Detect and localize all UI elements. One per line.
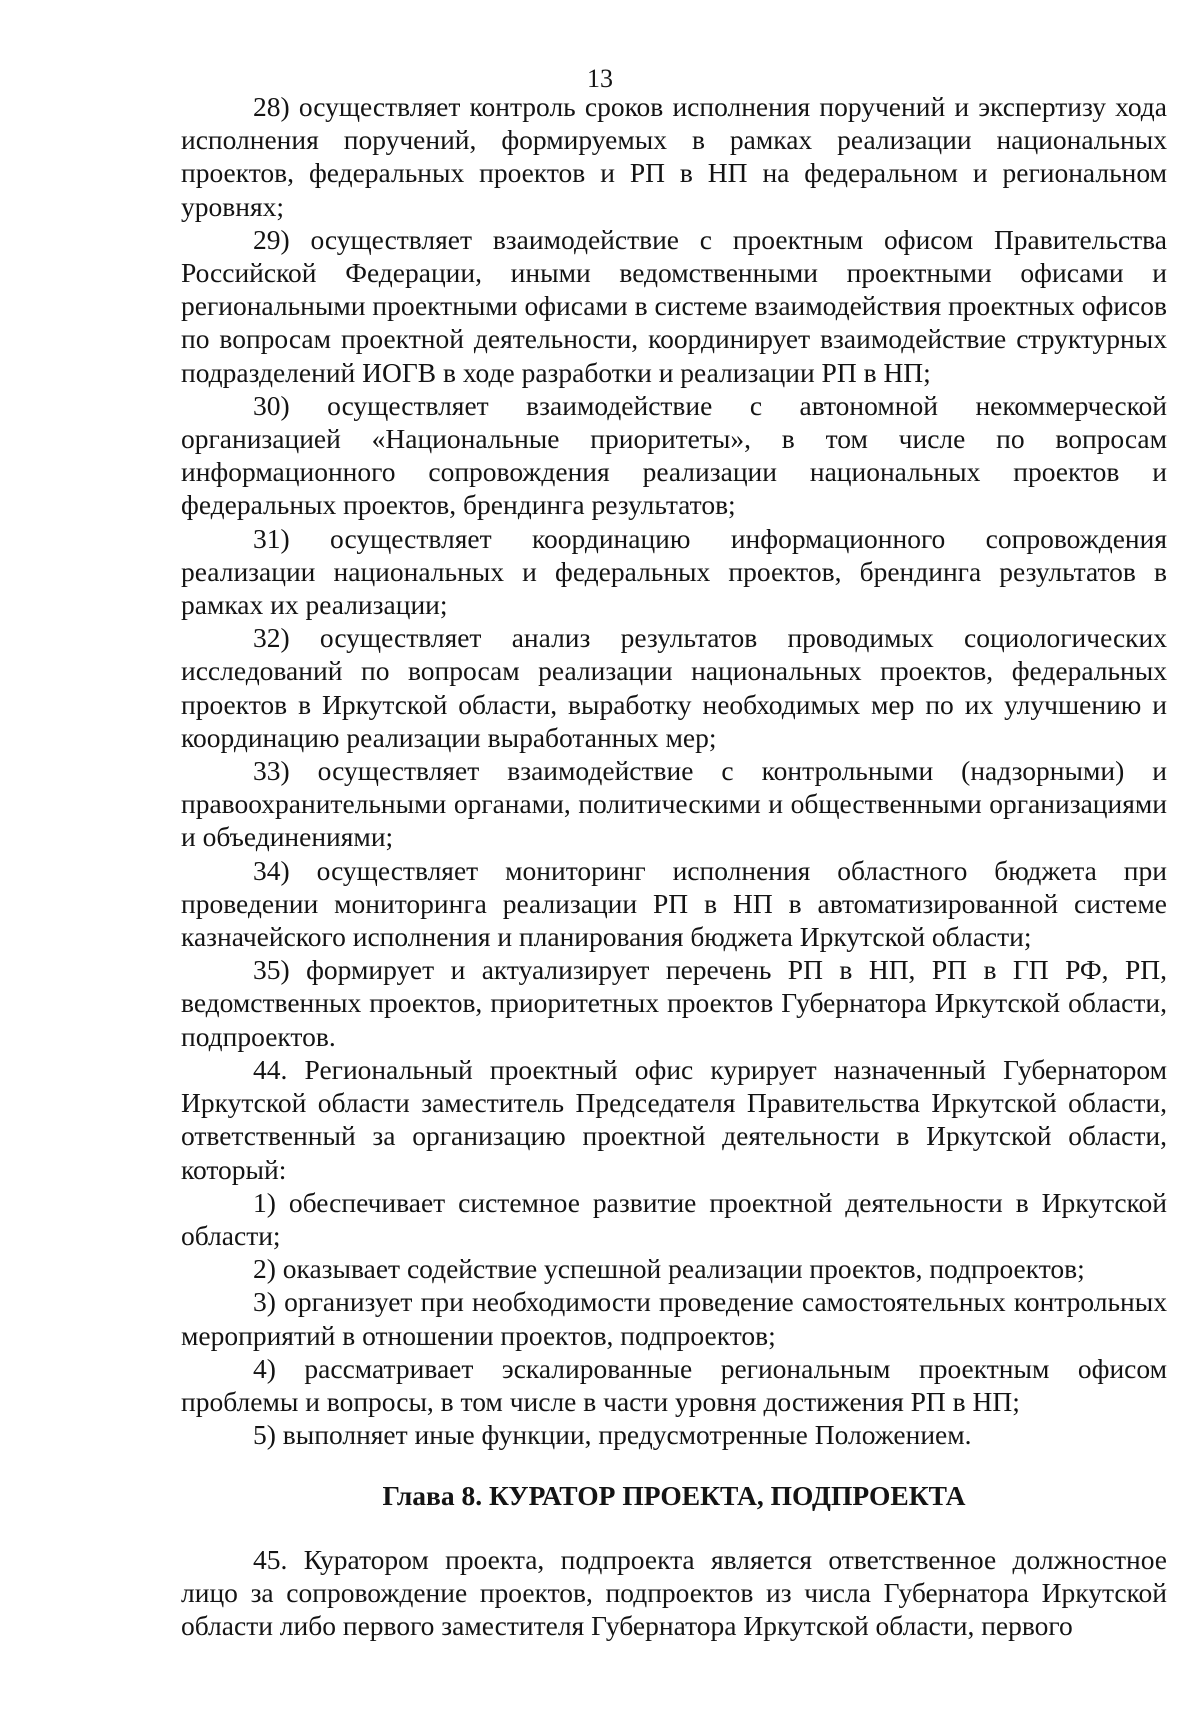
paragraph-item-29: 29) осуществляет взаимодействие с проектным офисом Правительства Российской Федерации, иными ведомственными проектными офисами и региональными проектными офисами в системе взаимодействия проектных офисов по вопросам проектной деятельности, координирует взаимодействие структурных подразделений ИОГВ в ходе разработки и реализации РП в НП; (181, 223, 1167, 388)
paragraph-subitem-3: 3) организует при необходимости проведение самостоятельных контрольных мероприятий в отношении проектов, подпроектов; (181, 1286, 1167, 1351)
paragraph-item-34: 34) осуществляет мониторинг исполнения областного бюджета при проведении мониторинга реализации РП в НП в автоматизированной системе казначейского исполнения и планирования бюджета Иркутской области; (181, 854, 1167, 953)
paragraph-subitem-1: 1) обеспечивает системное развитие проектной деятельности в Иркутской области; (181, 1186, 1167, 1251)
page-content (181, 90, 1167, 1642)
paragraph-subitem-5: 5) выполняет иные функции, предусмотренные Положением. (253, 1419, 972, 1451)
paragraph-item-33: 33) осуществляет взаимодействие с контрольными (надзорными) и правоохранительными органами, политическими и общественными организациями и объединениями; (181, 755, 1167, 853)
paragraph-item-35: 35) формирует и актуализирует перечень РП в НП, РП в ГП РФ, РП, ведомственных проектов, приоритетных проектов Губернатора Иркутской области, подпроектов. (181, 954, 1167, 1052)
paragraph-clause-44: 44. Региональный проектный офис курирует назначенный Губернатором Иркутской области заместитель Председателя Правительства Иркутской области, ответственный за организацию проектной деятельности в Иркутской области, который: (181, 1053, 1167, 1185)
paragraph-item-31: 31) осуществляет координацию информационного сопровождения реализации национальных и федеральных проектов, брендинга результатов в рамках их реализации; (181, 522, 1167, 621)
page-number: 13 (587, 64, 613, 93)
paragraph-item-30: 30) осуществляет взаимодействие с автономной некоммерческой организацией «Национальные приоритеты», в том числе по вопросам информационного сопровождения реализации национальных проектов и федеральных проектов, брендинга результатов; (181, 389, 1167, 521)
paragraph-item-28: 28) осуществляет контроль сроков исполнения поручений и экспертизу хода исполнения поручений, формируемых в рамках реализации национальных проектов, федеральных проектов и РП в НП на федеральном и региональном уровнях; (181, 91, 1167, 222)
paragraph-subitem-4: 4) рассматривает эскалированные региональным проектным офисом проблемы и вопросы, в том числе в части уровня достижения РП в НП; (181, 1352, 1167, 1417)
paragraph-item-32: 32) осуществляет анализ результатов проводимых социологических исследований по вопросам реализации национальных проектов, федеральных проектов в Иркутской области, выработку необходимых мер по их улучшению и координацию реализации выработанных мер; (181, 622, 1167, 753)
paragraph-clause-45: 45. Куратором проекта, подпроекта является ответственное должностное лицо за сопровождение проектов, подпроектов из числа Губернатора Иркутской области либо первого заместителя Губернатора Иркутской области, первого (181, 1543, 1167, 1641)
chapter-heading: Глава 8. КУРАТОР ПРОЕКТА, ПОДПРОЕКТА (382, 1480, 966, 1512)
paragraph-subitem-2: 2) оказывает содействие успешной реализации проектов, подпроектов; (253, 1253, 1085, 1285)
